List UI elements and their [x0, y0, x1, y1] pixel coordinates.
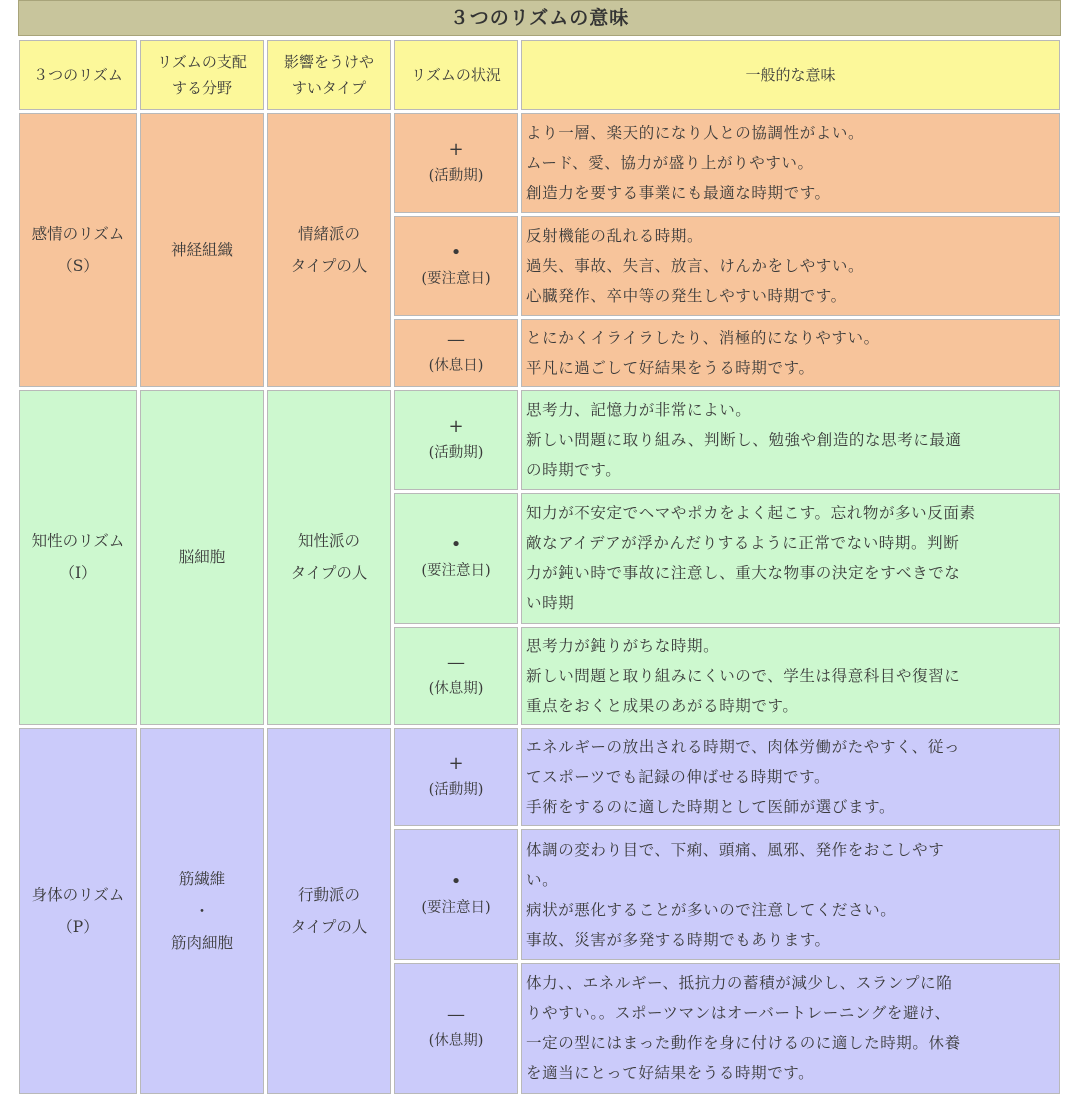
- state-cell: [394, 390, 518, 490]
- rhythm-code: （P）: [57, 917, 99, 936]
- header-text: リズムの状況: [411, 65, 501, 84]
- state-symbol: +: [448, 752, 464, 774]
- state-symbol: —: [447, 328, 465, 350]
- header-text: ３つのリズム: [33, 65, 123, 84]
- state-cell: [394, 829, 518, 960]
- table-row: [19, 113, 1060, 213]
- type-text: 情緒派の: [297, 224, 360, 243]
- meaning-line: 敵なアイデアが浮かんだりするように正常でない時期。判断: [526, 534, 960, 553]
- state-cell: [394, 728, 518, 826]
- meaning-line: 平凡に過ごして好結果をうる時期です。: [526, 358, 815, 377]
- table-title: ３つのリズムの意味: [18, 0, 1061, 36]
- field-cell: [140, 113, 264, 387]
- header-cell: [140, 40, 264, 110]
- meaning-line: 思考力が鈍りがちな時期。: [526, 636, 720, 655]
- state-cell: [394, 627, 518, 725]
- meaning-line: とにかくイライラしたり、消極的になりやすい。: [526, 328, 880, 347]
- header-text: リズムの支配: [157, 52, 247, 71]
- field-text: 筋肉細胞: [170, 933, 233, 952]
- meaning-line: を適当にとって好結果をうる時期です。: [526, 1064, 815, 1083]
- header-cell: [521, 40, 1060, 110]
- meaning-line: 心臓発作、卒中等の発生しやすい時期です。: [526, 286, 847, 305]
- meaning-cell: [521, 113, 1060, 213]
- meaning-line: 新しい問題と取り組みにくいので、学生は得意科目や復習に: [526, 666, 961, 685]
- state-label: (活動期): [428, 167, 484, 184]
- header-text: すいタイプ: [291, 78, 367, 97]
- field-text: ・: [194, 901, 210, 920]
- header-row: [19, 40, 1060, 110]
- state-symbol: •: [450, 870, 462, 892]
- type-cell: [267, 113, 391, 387]
- meaning-line: より一層、楽天的になり人との協調性がよい。: [526, 123, 865, 142]
- field-text: 筋繊維: [178, 869, 226, 888]
- state-symbol: +: [448, 138, 464, 160]
- state-symbol: •: [450, 534, 462, 556]
- meaning-line: 力が鈍い時で事故に注意し、重大な物事の決定をすべきでな: [526, 564, 961, 583]
- meaning-line: 過失、事故、失言、放言、けんかをしやすい。: [526, 256, 865, 275]
- header-cell: [19, 40, 137, 110]
- meaning-line: 知力が不安定でヘマやポカをよく起こす。忘れ物が多い反面素: [526, 504, 976, 523]
- rhythm-name-cell: [19, 728, 137, 1094]
- meaning-line: 重点をおくと成果のあがる時期です。: [526, 696, 799, 715]
- rhythm-code: （I）: [59, 564, 97, 583]
- type-text: 行動派の: [297, 885, 360, 904]
- state-label: (休息日): [428, 357, 484, 374]
- meaning-cell: [521, 493, 1060, 624]
- meaning-cell: [521, 627, 1060, 725]
- type-cell: [267, 728, 391, 1094]
- rhythm-name: 身体のリズム: [31, 885, 125, 904]
- state-symbol: —: [447, 651, 465, 673]
- state-cell: [394, 963, 518, 1094]
- meaning-line: 一定の型にはまった動作を身に付けるのに適した時期。休養: [526, 1034, 961, 1053]
- meaning-line: 手術をするのに適した時期として医師が選びます。: [526, 797, 896, 816]
- meaning-cell: [521, 829, 1060, 960]
- meaning-cell: [521, 216, 1060, 316]
- field-text: 脳細胞: [178, 548, 226, 567]
- type-text: 知性派の: [297, 532, 360, 551]
- state-cell: [394, 493, 518, 624]
- state-label: (活動期): [428, 444, 484, 461]
- rhythm-code: （S）: [57, 256, 99, 275]
- state-label: (要注意日): [421, 563, 491, 580]
- meaning-line: りやすい。。スポーツマンはオーバートレーニングを避け、: [526, 1004, 951, 1023]
- state-cell: [394, 319, 518, 387]
- meaning-cell: [521, 390, 1060, 490]
- state-label: (休息期): [428, 1033, 484, 1050]
- meaning-cell: [521, 319, 1060, 387]
- state-label: (休息期): [428, 680, 484, 697]
- header-cell: [394, 40, 518, 110]
- state-symbol: —: [447, 1004, 465, 1026]
- rhythm-name-cell: [19, 390, 137, 725]
- meaning-line: 体力、、エネルギー、抵抗力の蓄積が減少し、スランプに陥: [526, 974, 953, 993]
- meaning-line: ムード、愛、協力が盛り上がりやすい。: [526, 153, 814, 172]
- type-text: タイプの人: [290, 256, 368, 275]
- rhythm-name: 知性のリズム: [31, 532, 125, 551]
- header-text: 影響をうけや: [283, 52, 374, 71]
- table-row: [19, 728, 1060, 826]
- field-text: 神経組織: [170, 240, 233, 259]
- type-cell: [267, 390, 391, 725]
- meaning-line: 病状が悪化することが多いので注意してください。: [526, 900, 897, 919]
- meaning-line: エネルギーの放出される時期で、肉体労働がたやすく、従っ: [526, 737, 961, 756]
- state-label: (要注意日): [421, 899, 491, 916]
- rhythm-name: 感情のリズム: [31, 224, 125, 243]
- meaning-line: の時期です。: [526, 460, 622, 479]
- header-text: する分野: [171, 78, 232, 97]
- meaning-cell: [521, 963, 1060, 1094]
- state-symbol: •: [450, 241, 462, 263]
- meaning-line: てスポーツでも記録の伸ばせる時期です。: [526, 767, 831, 786]
- state-cell: [394, 113, 518, 213]
- header-text: 一般的な意味: [745, 65, 836, 84]
- state-label: (要注意日): [421, 270, 491, 287]
- state-symbol: +: [448, 415, 464, 437]
- table-row: [19, 390, 1060, 490]
- meaning-line: 創造力を要する事業にも最適な時期です。: [526, 183, 831, 202]
- meaning-line: 体調の変わり目で、下痢、頭痛、風邪、発作をおこしやす: [526, 840, 945, 859]
- state-cell: [394, 216, 518, 316]
- meaning-line: 新しい問題に取り組み、判断し、勉強や創造的な思考に最適: [526, 430, 962, 449]
- meaning-line: 反射機能の乱れる時期。: [526, 226, 704, 245]
- type-text: タイプの人: [290, 917, 368, 936]
- field-cell: [140, 728, 264, 1094]
- meaning-line: 事故、災害が多発する時期でもあります。: [526, 930, 831, 949]
- rhythm-name-cell: [19, 113, 137, 387]
- meaning-line: い時期: [526, 594, 575, 613]
- rhythm-table: [16, 37, 1063, 1097]
- field-cell: [140, 390, 264, 725]
- meaning-line: 思考力、記憶力が非常によい。: [526, 400, 752, 419]
- meaning-line: い。: [526, 870, 559, 889]
- meaning-cell: [521, 728, 1060, 826]
- type-text: タイプの人: [290, 564, 368, 583]
- state-label: (活動期): [428, 781, 484, 798]
- header-cell: [267, 40, 391, 110]
